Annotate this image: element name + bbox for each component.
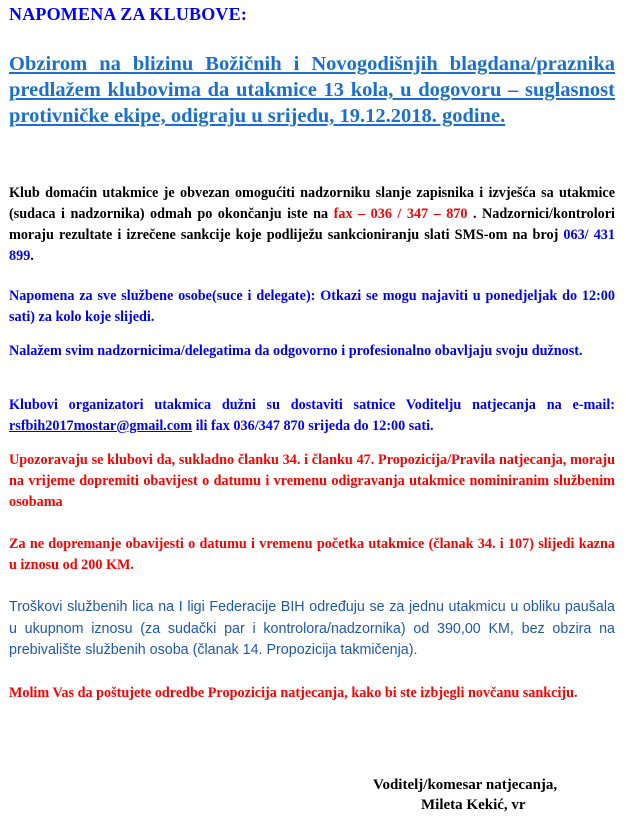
paragraph-clubs-warning: Upozoravaju se klubovi da, sukladno članku 34. i članku 47. Propozicija/Pravila natjecanja, moraju na vrijeme dopremiti obavijest o datumu i vremenu odigravanja utakmice nominiranim službenim osobama xyxy=(9,452,615,510)
fax-number: fax – 036 / 347 – 870 xyxy=(333,206,468,222)
email-link[interactable]: rsfbih2017mostar@gmail.com xyxy=(9,418,193,434)
paragraph-penalty: Za ne dopremanje obavijesti o datumu i vremenu početka utakmice (članak 34. i 107) slijedi kazna u iznosu od 200 KM. xyxy=(9,536,615,573)
page-title: NAPOMENA ZA KLUBOVE: xyxy=(9,4,248,24)
signature-name: Mileta Kekić, vr xyxy=(421,797,526,813)
paragraph-official-costs: Troškovi službenih lica na I ligi Federacije BIH određuju se za jednu utakmicu u obliku paušala u ukupnom iznosu (za sudački par i kontrolora/nadzornika) od 390,00 KM, bez obzira na prebivalište službenih osoba (članak 14. Propozicija takmičenja). xyxy=(9,599,615,658)
paragraph-report-submission xyxy=(9,183,615,267)
paragraph-supervisors-duty: Nalažem svim nadzornicima/delegatima da odgovorno i profesionalno obavljaju svoju dužnost. xyxy=(9,343,583,359)
paragraph-text: . xyxy=(30,248,34,264)
paragraph-text: Klub domaćin utakmice je obvezan omogućiti nadzorniku slanje zapisnika i izvješća sa utakmice (sudaca i nadzornika) odmah po okončanju iste na xyxy=(9,185,615,222)
paragraph-officials-cancellation: Napomena za sve službene osobe(suce i delegate): Otkazi se mogu najaviti u ponedjeljak do 12:00 sati) za kolo koje slijedi. xyxy=(9,288,615,325)
paragraph-text: . Nadzornici/kontrolori moraju rezultate i izrečene sankcije koje podliježu sankcioniranju slati SMS-om na broj xyxy=(9,206,615,243)
phone-number: 063/ 431 899 xyxy=(9,227,615,264)
signature-role: Voditelj/komesar natjecanja, xyxy=(373,777,558,793)
holiday-notice: Obzirom na blizinu Božičnih i Novogodišnjih blagdana/praznika predlažem klubovima da utakmice 13 kola, u dogovoru – suglasnost protivničke ekipe, odigraju u srijedu, 19.12.2018. godine. xyxy=(9,53,615,127)
paragraph-text: ili fax 036/347 870 srijeda do 12:00 sati. xyxy=(192,418,434,434)
paragraph-respect-rules: Molim Vas da poštujete odredbe Propozicija natjecanja, kako bi ste izbjegli novčanu sankciju. xyxy=(9,685,578,701)
paragraph-schedule-submission xyxy=(9,395,615,437)
paragraph-text: Klubovi organizatori utakmica dužni su dostaviti satnice Voditelju natjecanja na e-mail: xyxy=(9,397,615,413)
